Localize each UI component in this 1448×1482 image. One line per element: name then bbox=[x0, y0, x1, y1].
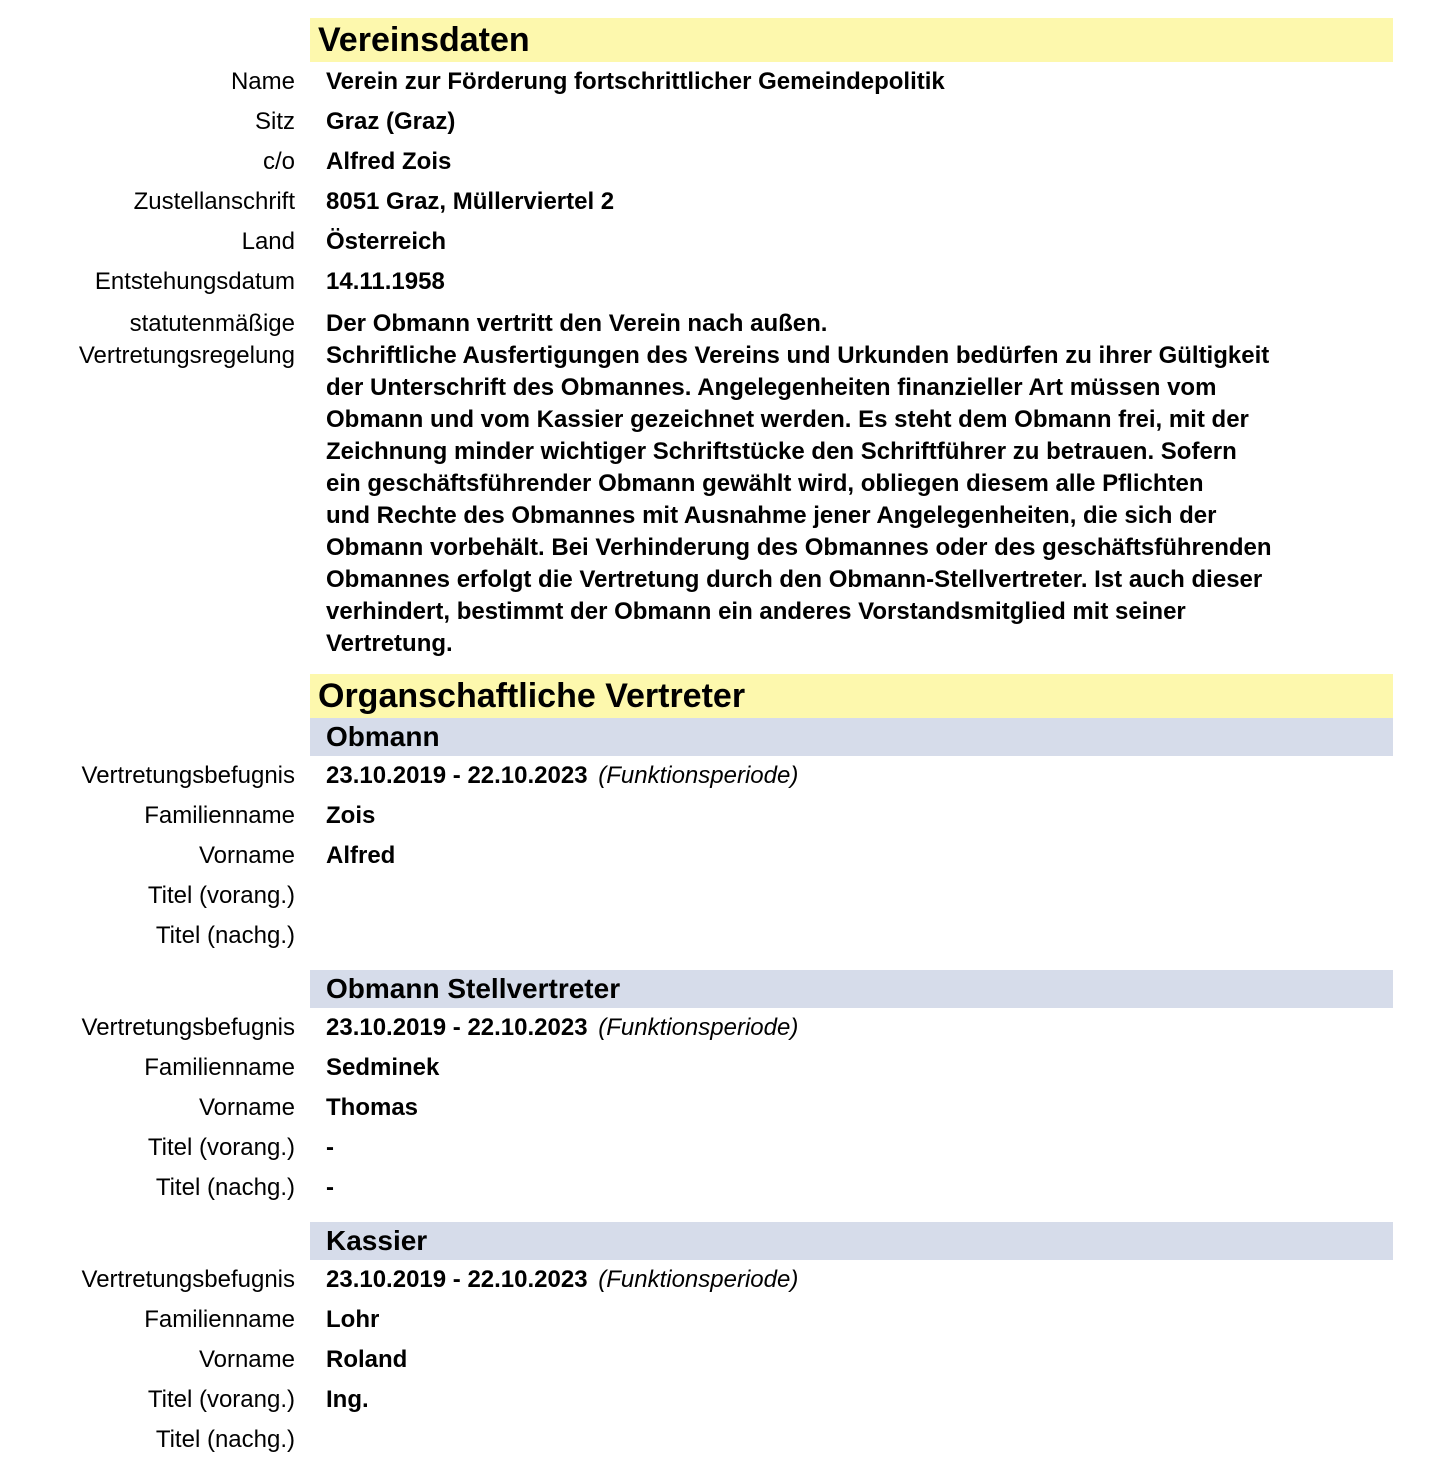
period-note: (Funktionsperiode) bbox=[598, 1014, 799, 1041]
title-pre-value: Ing. bbox=[326, 1386, 369, 1413]
field-row-first-name bbox=[0, 836, 1448, 876]
rule-text-line: verhindert, bestimmt der Obmann ein anderes Vorstandsmitglied mit seiner bbox=[326, 598, 1186, 625]
role-header-kassier: Kassier bbox=[310, 1222, 1393, 1260]
field-label: Vorname bbox=[198, 842, 295, 869]
field-label: Titel (vorang.) bbox=[147, 1386, 295, 1413]
field-label: c/o bbox=[262, 148, 295, 175]
field-label: Sitz bbox=[254, 108, 295, 135]
field-label: Vorname bbox=[198, 1346, 295, 1373]
field-row-title-post bbox=[0, 916, 1448, 956]
rule-text-line: und Rechte des Obmannes mit Ausnahme jener Angelegenheiten, die sich der bbox=[326, 502, 1217, 529]
field-label bbox=[0, 302, 295, 372]
representation-rule-text bbox=[326, 302, 1388, 660]
field-row-name bbox=[0, 62, 1448, 102]
field-label: Titel (nachg.) bbox=[155, 1426, 295, 1453]
rule-text-line: Obmannes erfolgt die Vertretung durch den Obmann-Stellvertreter. Ist auch dieser bbox=[326, 566, 1263, 593]
field-row-title-post bbox=[0, 1420, 1448, 1460]
role-header-obmann-stellvertreter: Obmann Stellvertreter bbox=[310, 970, 1393, 1008]
field-row-title-pre bbox=[0, 1380, 1448, 1420]
field-label: Vertretungsbefugnis bbox=[81, 1014, 295, 1041]
period-note: (Funktionsperiode) bbox=[598, 1266, 799, 1293]
field-row-authority bbox=[0, 1260, 1448, 1300]
rule-text-line: Der Obmann vertritt den Verein nach außen. bbox=[326, 310, 828, 337]
surname-value: Sedminek bbox=[326, 1054, 440, 1081]
field-label: Familienname bbox=[144, 802, 295, 829]
first-name-value: Roland bbox=[326, 1346, 408, 1373]
period-dates: 23.10.2019 - 22.10.2023 bbox=[326, 1014, 588, 1041]
field-label: Name bbox=[230, 68, 295, 95]
field-label: Titel (nachg.) bbox=[155, 922, 295, 949]
rule-text-line: Zeichnung minder wichtiger Schriftstücke den Schriftführer zu betrauen. Sofern bbox=[326, 438, 1237, 465]
field-label: Entstehungsdatum bbox=[94, 268, 295, 295]
field-row-first-name bbox=[0, 1088, 1448, 1128]
field-row-first-name bbox=[0, 1340, 1448, 1380]
rule-text-line: Schriftliche Ausfertigungen des Vereins und Urkunden bedürfen zu ihrer Gültigkeit bbox=[326, 342, 1270, 369]
role-header-obmann: Obmann bbox=[310, 718, 1393, 756]
field-label: Vorname bbox=[198, 1094, 295, 1121]
registry-extract bbox=[0, 18, 1448, 1460]
field-label: Vertretungsbefugnis bbox=[81, 1266, 295, 1293]
rule-label-line: statutenmäßige bbox=[129, 310, 295, 337]
field-row-surname bbox=[0, 1048, 1448, 1088]
field-row-title-pre bbox=[0, 876, 1448, 916]
club-name-value: Verein zur Förderung fortschrittlicher Gemeindepolitik bbox=[326, 68, 945, 95]
rule-text-line: Vertretung. bbox=[326, 630, 453, 657]
seat-value: Graz (Graz) bbox=[326, 108, 456, 135]
field-label: Titel (vorang.) bbox=[147, 882, 295, 909]
field-label: Familienname bbox=[144, 1306, 295, 1333]
rule-text-line: ein geschäftsführender Obmann gewählt wird, obliegen diesem alle Pflichten bbox=[326, 470, 1204, 497]
field-row-title-post bbox=[0, 1168, 1448, 1208]
field-row-founded bbox=[0, 262, 1448, 302]
field-row-surname bbox=[0, 796, 1448, 836]
field-label: Titel (nachg.) bbox=[155, 1174, 295, 1201]
field-row-country bbox=[0, 222, 1448, 262]
field-label: Titel (vorang.) bbox=[147, 1134, 295, 1161]
field-label: Vertretungsbefugnis bbox=[81, 762, 295, 789]
first-name-value: Thomas bbox=[326, 1094, 419, 1121]
first-name-value: Alfred bbox=[326, 842, 396, 869]
field-row-co bbox=[0, 142, 1448, 182]
section-title-representatives: Organschaftliche Vertreter bbox=[310, 674, 1393, 718]
field-label: Zustellanschrift bbox=[133, 188, 295, 215]
field-row-seat bbox=[0, 102, 1448, 142]
title-post-value: - bbox=[326, 1174, 334, 1201]
field-label: Familienname bbox=[144, 1054, 295, 1081]
rule-text-line: der Unterschrift des Obmannes. Angelegenheiten finanzieller Art müssen vom bbox=[326, 374, 1217, 401]
authority-value bbox=[326, 1008, 1388, 1048]
field-row-address bbox=[0, 182, 1448, 222]
field-row-authority bbox=[0, 1008, 1448, 1048]
title-pre-value: - bbox=[326, 1134, 334, 1161]
founded-value: 14.11.1958 bbox=[326, 268, 445, 295]
rule-text-line: Obmann und vom Kassier gezeichnet werden. Es steht dem Obmann frei, mit der bbox=[326, 406, 1249, 433]
surname-value: Lohr bbox=[326, 1306, 380, 1333]
rule-text-line: Obmann vorbehält. Bei Verhinderung des Obmannes oder des geschäftsführenden bbox=[326, 534, 1272, 561]
country-value: Österreich bbox=[326, 228, 447, 255]
authority-value bbox=[326, 756, 1388, 796]
field-label: Land bbox=[241, 228, 295, 255]
period-note: (Funktionsperiode) bbox=[598, 762, 799, 789]
surname-value: Zois bbox=[326, 802, 376, 829]
address-value: 8051 Graz, Müllerviertel 2 bbox=[326, 188, 615, 215]
rule-label-line: Vertretungsregelung bbox=[78, 342, 295, 369]
section-title-club-data: Vereinsdaten bbox=[310, 18, 1393, 62]
period-dates: 23.10.2019 - 22.10.2023 bbox=[326, 1266, 588, 1293]
co-value: Alfred Zois bbox=[326, 148, 452, 175]
field-row-authority bbox=[0, 756, 1448, 796]
field-row-title-pre bbox=[0, 1128, 1448, 1168]
period-dates: 23.10.2019 - 22.10.2023 bbox=[326, 762, 588, 789]
field-row-surname bbox=[0, 1300, 1448, 1340]
field-row-representation-rule bbox=[0, 302, 1448, 660]
authority-value bbox=[326, 1260, 1388, 1300]
